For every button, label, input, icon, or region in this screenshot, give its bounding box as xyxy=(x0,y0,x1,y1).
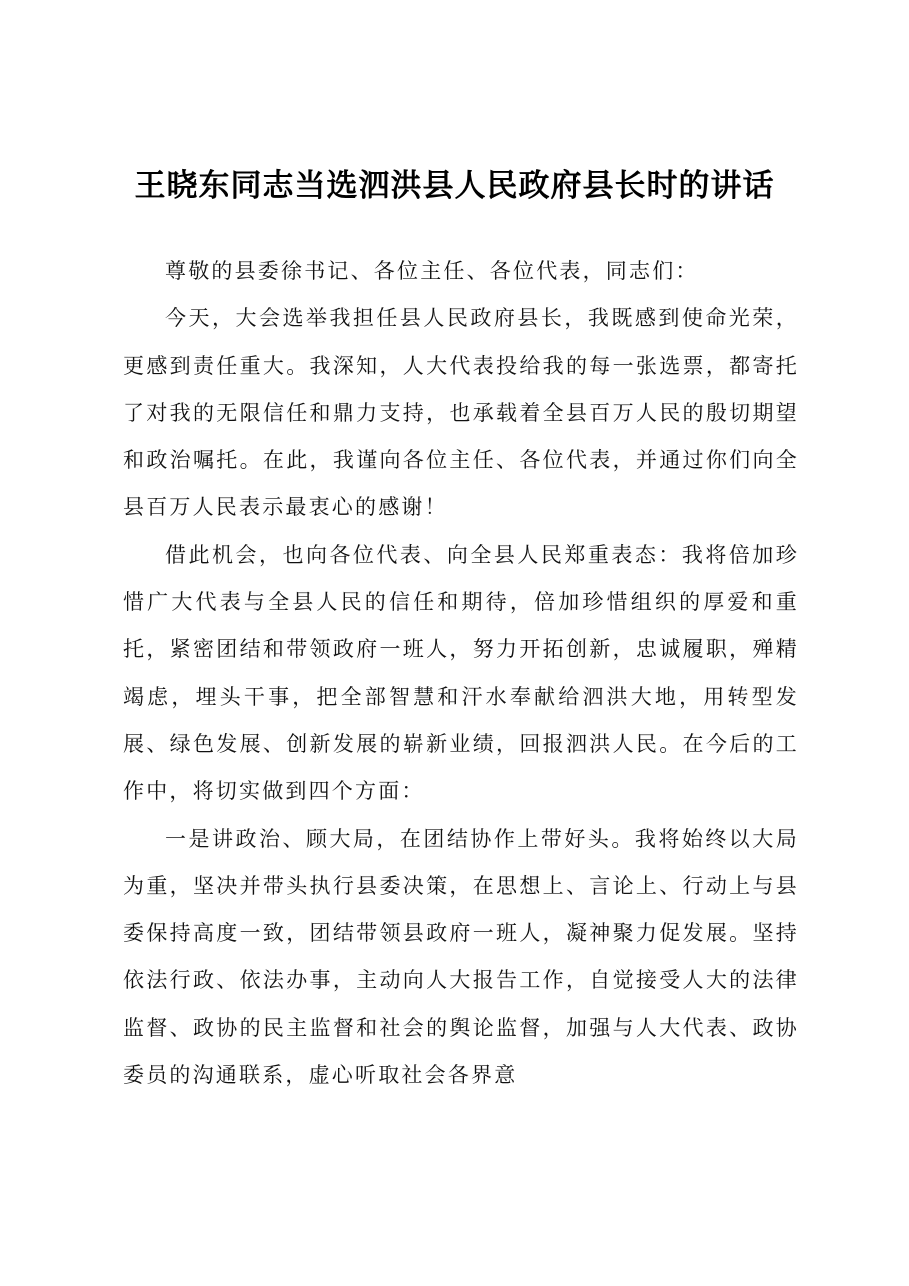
body-paragraph: 借此机会，也向各位代表、向全县人民郑重表态：我将倍加珍惜广大代表与全县人民的信任和期待，倍加珍惜组织的厚爱和重托，紧密团结和带领政府一班人，努力开拓创新，忠诚履职，殚精竭虑，埋头干事，把全部智慧和汗水奉献给泗洪大地，用转型发展、绿色发展、创新发展的崭新业绩，回报泗洪人民。在今后的工作中，将切实做到四个方面： xyxy=(123,542,799,804)
salutation-paragraph: 尊敬的县委徐书记、各位主任、各位代表，同志们： xyxy=(165,259,699,283)
document-body xyxy=(123,248,799,1099)
document-title: 王晓东同志当选泗洪县人民政府县长时的讲话 xyxy=(134,168,775,204)
body-paragraph: 今天，大会选举我担任县人民政府县长，我既感到使命光荣，更感到责任重大。我深知，人大代表投给我的每一张选票，都寄托了对我的无限信任和鼎力支持，也承载着全县百万人民的殷切期望和政治嘱托。在此，我谨向各位主任、各位代表，并通过你们向全县百万人民表示最衷心的感谢！ xyxy=(123,306,799,520)
body-paragraph: 一是讲政治、顾大局，在团结协作上带好头。我将始终以大局为重，坚决并带头执行县委决策，在思想上、言论上、行动上与县委保持高度一致，团结带领县政府一班人，凝神聚力促发展。坚持依法行政、依法办事，主动向人大报告工作，自觉接受人大的法律监督、政协的民主监督和社会的舆论监督，加强与人大代表、政协委员的沟通联系，虚心听取社会各界意 xyxy=(123,826,799,1088)
